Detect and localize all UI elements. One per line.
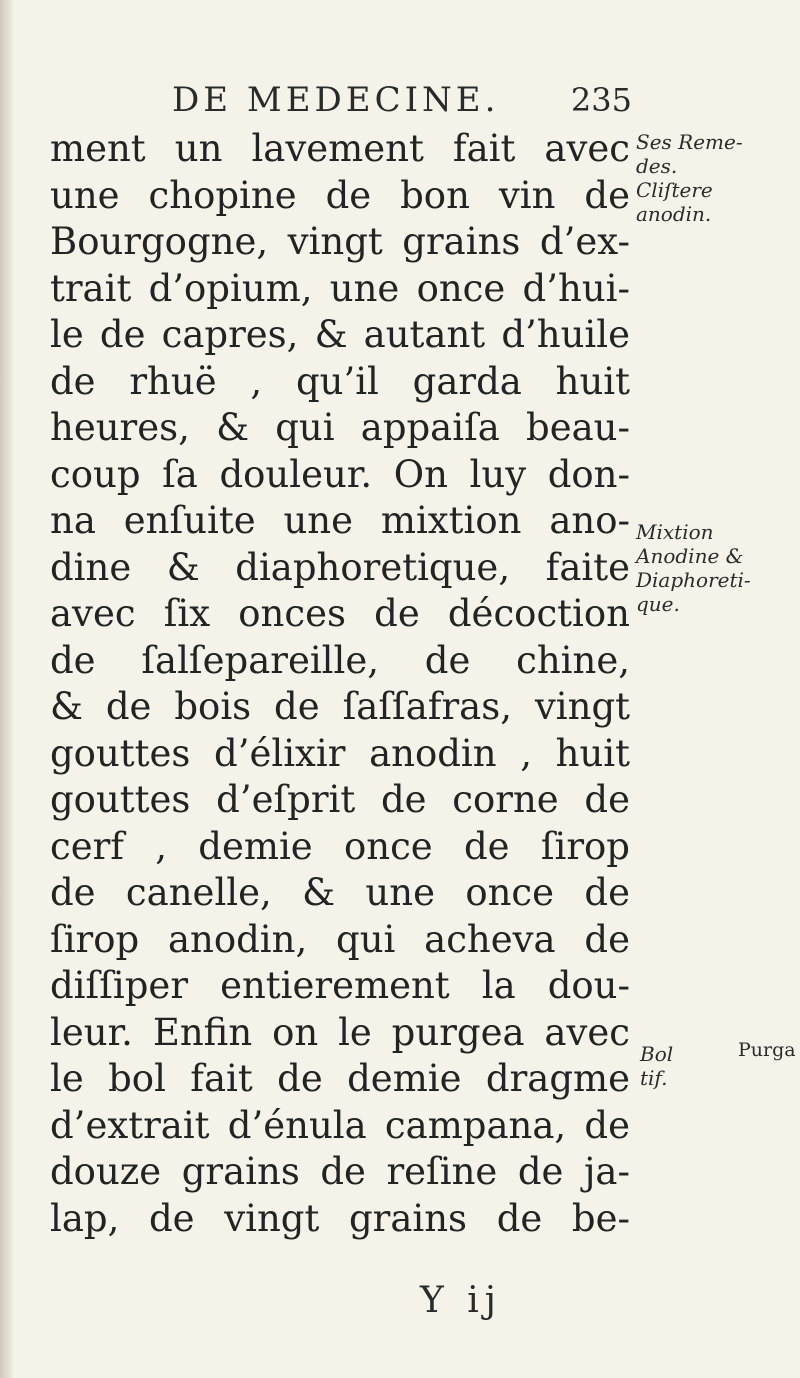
running-head: DE MEDECINE. xyxy=(172,80,500,120)
text-line: cerf , demie once de ſirop xyxy=(50,824,630,868)
text-line: gouttes d’élixir anodin , huit xyxy=(50,731,630,775)
margin-note-line: Anodine & xyxy=(636,544,744,568)
text-line: ſirop anodin, qui acheva de xyxy=(50,917,630,961)
text-line: une chopine de bon vin de xyxy=(50,173,630,217)
text-line: d’extrait d’énula campana, de xyxy=(50,1103,630,1147)
margin-note-line: Mixtion xyxy=(636,520,714,544)
margin-note-line: anodin. xyxy=(636,202,712,226)
page-gutter-shadow xyxy=(0,0,14,1378)
text-line: & de bois de ſaſſafras, vingt xyxy=(50,685,630,728)
text-line: gouttes d’eſprit de corne de xyxy=(50,778,630,821)
body-text xyxy=(50,126,630,1242)
page-number: 235 xyxy=(570,81,632,119)
text-line: na enſuite une mixtion ano- xyxy=(50,499,630,542)
text-line: Bourgogne, vingt grains d’ex- xyxy=(50,220,630,263)
text-line: le de capres, & autant d’huile xyxy=(50,313,630,356)
text-line: avec ſix onces de décoction xyxy=(50,592,630,635)
margin-note-purgative xyxy=(738,1038,796,1062)
signature-mark: Y ij xyxy=(420,1280,502,1321)
margin-note-line: Cliſtere xyxy=(636,178,713,202)
text-line: de rhuë , qu’il garda huit xyxy=(50,359,630,403)
margin-note-line: que. xyxy=(636,592,680,616)
margin-note-line: Ses Reme- xyxy=(636,130,743,154)
text-line: le bol fait de demie dragme xyxy=(50,1057,630,1100)
margin-note-line: des. xyxy=(636,154,678,178)
margin-note-line: Diaphoreti- xyxy=(636,568,751,592)
text-line: diſſiper entierement la dou- xyxy=(50,964,630,1007)
margin-note-line: tif. xyxy=(640,1066,668,1090)
text-line: heures, & qui appaiſa beau- xyxy=(50,406,630,449)
margin-note-bolus xyxy=(640,1042,673,1090)
text-line: de canelle, & une once de xyxy=(50,871,630,914)
page-header xyxy=(172,78,632,128)
margin-note-remedies xyxy=(636,130,743,226)
text-line: douze grains de reſine de ja- xyxy=(50,1150,630,1193)
margin-note-line: Bol xyxy=(640,1042,674,1066)
text-line: dine & diaphoretique, faite xyxy=(50,545,630,589)
margin-note-mixture xyxy=(636,520,751,616)
margin-note-line: Purga xyxy=(738,1039,796,1061)
text-line: coup ſa douleur. On luy don- xyxy=(50,452,630,496)
text-line: ment un lavement fait avec xyxy=(50,127,630,170)
text-line: lap, de vingt grains de be- xyxy=(50,1196,630,1240)
text-line: de ſalſepareille, de chine, xyxy=(50,638,630,682)
text-line: trait d’opium, une once d’hui- xyxy=(50,266,630,310)
text-line: leur. Enfin on le purgea avec xyxy=(50,1010,630,1054)
